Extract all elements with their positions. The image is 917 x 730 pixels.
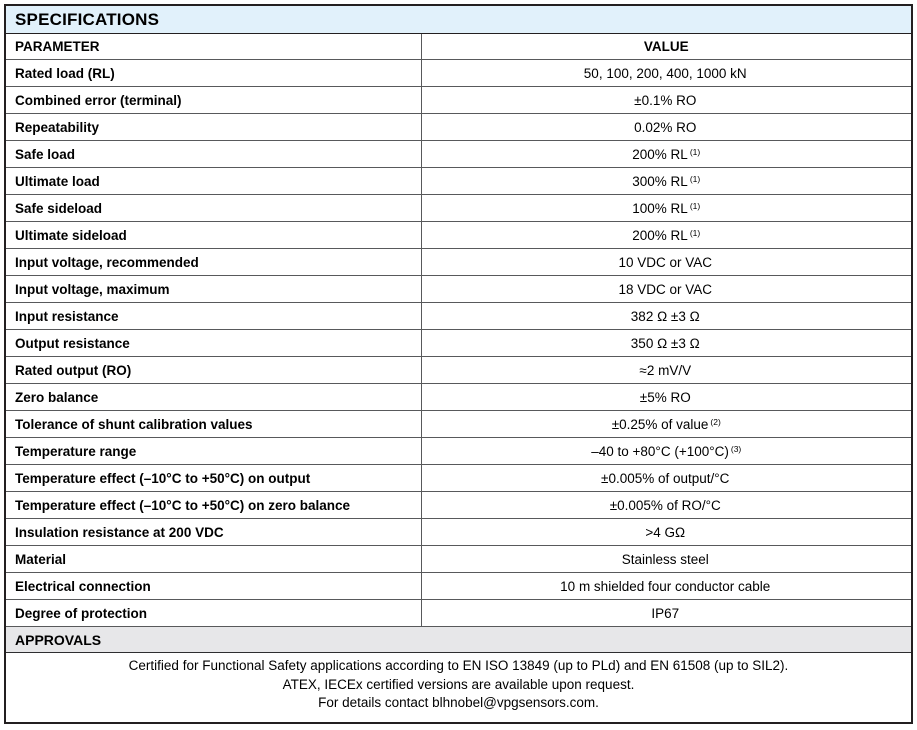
parameter-cell: Ultimate load (5, 168, 421, 195)
table-row (5, 357, 912, 384)
table-row (5, 465, 912, 492)
table-title: SPECIFICATIONS (5, 5, 912, 34)
parameter-cell: Temperature effect (–10°C to +50°C) on zero balance (5, 492, 421, 519)
value-cell (421, 222, 912, 249)
value-cell (421, 357, 912, 384)
approvals-line-contact: For details contact blhnobel@vpgsensors.com. (318, 695, 599, 710)
value-cell (421, 195, 912, 222)
table-row (5, 249, 912, 276)
footnote-marker: (1) (689, 146, 701, 157)
table-row (5, 411, 912, 438)
parameter-column-header: PARAMETER (5, 34, 421, 60)
table-row (5, 438, 912, 465)
table-title-row (5, 5, 912, 34)
value-text: 10 m shielded four conductor cable (560, 578, 771, 594)
table-row (5, 168, 912, 195)
value-cell (421, 303, 912, 330)
value-cell (421, 330, 912, 357)
approvals-content (5, 653, 912, 724)
footnote-marker: (1) (689, 200, 701, 211)
parameter-cell: Rated load (RL) (5, 60, 421, 87)
table-row (5, 141, 912, 168)
specifications-table (4, 4, 913, 724)
value-cell (421, 141, 912, 168)
table-row (5, 195, 912, 222)
footnote-marker: (3) (730, 443, 742, 454)
parameter-cell: Input voltage, recommended (5, 249, 421, 276)
value-cell (421, 87, 912, 114)
parameter-cell: Degree of protection (5, 600, 421, 627)
value-cell (421, 60, 912, 87)
table-row (5, 87, 912, 114)
value-cell (421, 465, 912, 492)
parameter-cell: Material (5, 546, 421, 573)
parameter-cell: Input voltage, maximum (5, 276, 421, 303)
value-cell (421, 519, 912, 546)
value-text: 50, 100, 200, 400, 1000 kN (583, 65, 747, 81)
value-text: 200% RL (632, 227, 688, 243)
value-text: 300% RL (632, 173, 688, 189)
parameter-cell: Zero balance (5, 384, 421, 411)
value-cell (421, 546, 912, 573)
parameter-cell: Rated output (RO) (5, 357, 421, 384)
approvals-title: APPROVALS (5, 627, 912, 653)
approvals-line-atex: ATEX, IECEx certified versions are available upon request. (282, 676, 635, 692)
table-row (5, 222, 912, 249)
parameter-cell: Ultimate sideload (5, 222, 421, 249)
value-text: –40 to +80°C (+100°C) (591, 443, 729, 459)
parameter-cell: Safe load (5, 141, 421, 168)
footnote-marker: (1) (689, 173, 701, 184)
table-row (5, 60, 912, 87)
parameter-cell: Output resistance (5, 330, 421, 357)
parameter-cell: Repeatability (5, 114, 421, 141)
value-text: 18 VDC or VAC (618, 281, 713, 297)
parameter-cell: Input resistance (5, 303, 421, 330)
parameter-cell: Tolerance of shunt calibration values (5, 411, 421, 438)
value-text: >4 GΩ (645, 524, 686, 540)
parameter-cell: Electrical connection (5, 573, 421, 600)
value-column-header: VALUE (421, 34, 912, 60)
value-text: 350 Ω ±3 Ω (630, 335, 700, 351)
approvals-header-row (5, 627, 912, 653)
value-cell (421, 600, 912, 627)
value-text: Stainless steel (621, 551, 709, 567)
column-header-row (5, 34, 912, 60)
parameter-cell: Safe sideload (5, 195, 421, 222)
value-cell (421, 249, 912, 276)
value-cell (421, 411, 912, 438)
value-cell (421, 114, 912, 141)
value-text: 100% RL (632, 200, 688, 216)
parameter-cell: Insulation resistance at 200 VDC (5, 519, 421, 546)
value-cell (421, 276, 912, 303)
footnote-marker: (2) (710, 416, 721, 427)
value-text: ≈2 mV/V (639, 362, 692, 378)
table-row (5, 492, 912, 519)
table-row (5, 303, 912, 330)
value-text: IP67 (651, 605, 680, 621)
footnote-marker: (1) (689, 227, 701, 238)
parameter-cell: Temperature effect (–10°C to +50°C) on output (5, 465, 421, 492)
table-row (5, 573, 912, 600)
value-text: ±0.005% of RO/°C (609, 497, 721, 513)
table-row (5, 384, 912, 411)
value-text: ±5% RO (639, 389, 691, 405)
value-text: ±0.25% of value (611, 416, 709, 432)
value-cell (421, 438, 912, 465)
value-text: 382 Ω ±3 Ω (630, 308, 700, 324)
value-text: ±0.005% of output/°C (601, 470, 730, 486)
value-text: 0.02% RO (634, 119, 697, 135)
value-cell (421, 573, 912, 600)
table-row (5, 600, 912, 627)
table-row (5, 330, 912, 357)
value-cell (421, 384, 912, 411)
value-cell (421, 492, 912, 519)
parameter-cell: Combined error (terminal) (5, 87, 421, 114)
table-row (5, 546, 912, 573)
value-text: ±0.1% RO (634, 92, 697, 108)
parameter-cell: Temperature range (5, 438, 421, 465)
value-text: 200% RL (632, 146, 688, 162)
table-row (5, 276, 912, 303)
approvals-line-certification: Certified for Functional Safety applications according to EN ISO 13849 (up to PLd) and EN 61508 (up to SIL2). (128, 658, 789, 673)
table-row (5, 114, 912, 141)
table-row (5, 519, 912, 546)
approvals-content-row (5, 653, 912, 724)
value-cell (421, 168, 912, 195)
value-text: 10 VDC or VAC (618, 254, 713, 270)
